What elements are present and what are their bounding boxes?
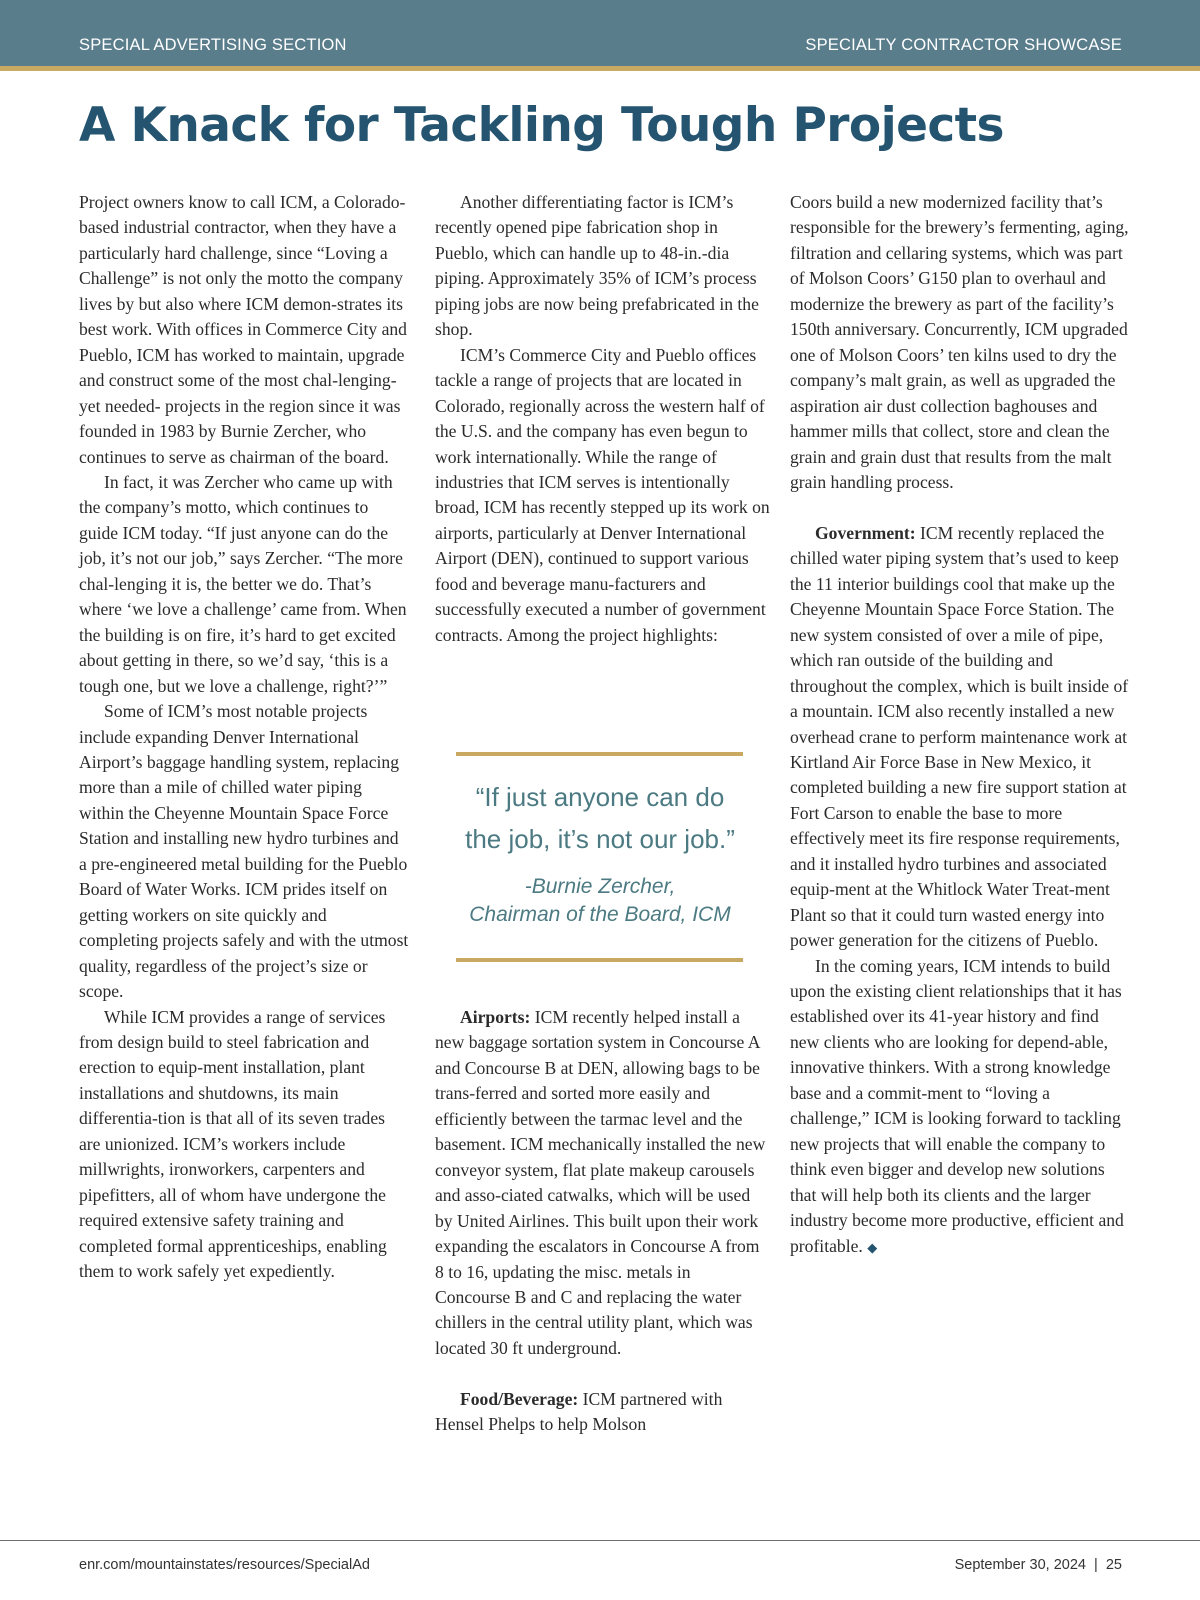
- footer-url: enr.com/mountainstates/resources/SpecialAd: [79, 1557, 370, 1573]
- end-mark-icon: ◆: [867, 1239, 878, 1255]
- showcase-label: SPECIALTY CONTRACTOR SHOWCASE: [805, 36, 1122, 54]
- pull-quote-line: the job, it’s not our job.”: [465, 824, 735, 854]
- attribution-name: -Burnie Zercher,: [524, 875, 676, 898]
- column-3: [790, 190, 1130, 1260]
- article-title: A Knack for Tackling Tough Projects: [79, 98, 1004, 153]
- paragraph-government: Government: ICM recently replaced the chilled water piping system that’s used to keep the 11 interior buildings cool that make up the Cheyenne Mountain Space Force Station. The new system consisted of over a mile of pipe, which ran outside of the building and throughout the complex, which is built inside of a mountain. ICM also recently installed a new overhead crane to perform maintenance work at Kirtland Air Force Base in New Mexico, it completed building a new fire support station at Fort Carson to enable the base to more effectively meet its fire response requirements, and it installed hydro turbines and associated equip-ment at the Whitlock Water Treat-ment Plant so that it could turn wasted energy into power generation for the citizens of Pueblo.: [790, 522, 1129, 951]
- paragraph: Some of ICM’s most notable projects include expanding Denver International Airport’s baggage handling system, replacing more than a mile of chilled water piping within the Cheyenne Mountain Space Force Station and installing new hydro turbines and a pre-engineered metal building for the Pueblo Board of Water Works. ICM prides itself on getting workers on site quickly and completing projects safely and with the utmost quality, regardless of the project’s size or scope.: [79, 701, 409, 1002]
- subhead-food-beverage: Food/Beverage:: [460, 1388, 579, 1409]
- column-2-lower: [435, 1005, 770, 1438]
- header-accent-rule: [0, 66, 1200, 71]
- paragraph-food-beverage: Food/Beverage: ICM partnered with Hensel Phelps to help Molson: [435, 1388, 723, 1435]
- column-2: [435, 190, 770, 648]
- paragraph: In fact, it was Zercher who came up with the company’s motto, which continues to guide ICM today. “If just anyone can do the job, it’s not our job,” says Zercher. “The more chal-lenging it is, the better we do. That’s where ‘we love a challenge’ came from. When the building is on fire, it’s hard to get excited about getting in there, so we’d say, ‘this is a tough one, but we love a challenge, right?’”: [79, 471, 407, 696]
- pull-quote: [440, 776, 760, 860]
- paragraph-airports: Airports: ICM recently helped install a new baggage sortation system in Concourse A and Concourse B at DEN, allowing bags to be trans-ferred and sorted more easily and efficiently between the tarmac level and the basement. ICM mechanically installed the new conveyor system, flat plate makeup carousels and asso-ciated catwalks, which will be used by United Airlines. This built upon their work expanding the escalators in Concourse A from 8 to 16, updating the misc. metals in Concourse B and C and replacing the water chillers in the central utility plant, which was located 30 ft underground.: [435, 1007, 766, 1358]
- pull-quote-attribution: [440, 873, 760, 929]
- paragraph: Another differentiating factor is ICM’s recently opened pipe fabrication shop in Pueblo, which can handle up to 48-in.-dia piping. Approximately 35% of ICM’s process piping jobs are now being prefabricated in the shop.: [435, 192, 759, 340]
- footer-date-page: September 30, 2024 | 25: [954, 1557, 1122, 1573]
- subhead-government: Government:: [815, 522, 916, 543]
- footer-rule: [0, 1540, 1200, 1541]
- paragraph: Project owners know to call ICM, a Colorado-based industrial contractor, when they have a particularly hard challenge, since “Loving a Challenge” is not only the motto the company lives by but also where ICM demon-strates its best work. With offices in Commerce City and Pueblo, ICM has worked to maintain, upgrade and construct some of the most chal-lenging-yet needed- projects in the region since it was founded in 1983 by Burnie Zercher, who continues to serve as chairman of the board.: [79, 192, 407, 467]
- section-label: SPECIAL ADVERTISING SECTION: [79, 36, 347, 54]
- header-bar: [0, 0, 1200, 66]
- paragraph: ICM’s Commerce City and Pueblo offices tackle a range of projects that are located in Colorado, regionally across the western half of the U.S. and the company has even begun to work internationally. While the range of industries that ICM serves is intentionally broad, ICM has recently stepped up its work on airports, particularly at Denver International Airport (DEN), continued to support various food and beverage manu-facturers and successfully executed a number of government contracts. Among the project highlights:: [435, 344, 770, 645]
- subhead-airports: Airports:: [460, 1007, 531, 1027]
- pull-quote-line: “If just anyone can do: [475, 782, 725, 812]
- pull-quote-top-rule: [456, 752, 743, 756]
- attribution-title: Chairman of the Board, ICM: [469, 903, 731, 926]
- paragraph: While ICM provides a range of services from design build to steel fabrication and erection to equip-ment installation, plant installations and shutdowns, its main differentia-tion is that all of its seven trades are unionized. ICM’s workers include millwrights, ironworkers, carpenters and pipefitters, all of whom have undergone the required extensive safety training and completed formal apprenticeships, enabling them to work safely yet expediently.: [79, 1006, 387, 1282]
- column-1: [79, 190, 409, 1284]
- paragraph: Coors build a new modernized facility that’s responsible for the brewery’s fermenting, aging, filtration and cellaring systems, which was part of Molson Coors’ G150 plan to overhaul and modernize the brewery as part of the facility’s 150th anniversary. Concurrently, ICM upgraded one of Molson Coors’ ten kilns used to dry the company’s malt grain, as well as upgraded the aspiration air dust collection baghouses and hammer mills that collect, store and clean the grain and grain dust that results from the malt grain handling process.: [790, 192, 1129, 492]
- pull-quote-bottom-rule: [456, 958, 743, 962]
- paragraph-closing: In the coming years, ICM intends to build upon the existing client relationships that it has established over its 41-year history and find new clients who are looking for depend-able, innovative thinkers. With a strong knowledge base and a commit-ment to “loving a challenge,” ICM is looking forward to tackling new projects that will enable the company to think even bigger and develop new solutions that will help both its clients and the larger industry become more productive, efficient and profitable. ◆: [790, 955, 1124, 1256]
